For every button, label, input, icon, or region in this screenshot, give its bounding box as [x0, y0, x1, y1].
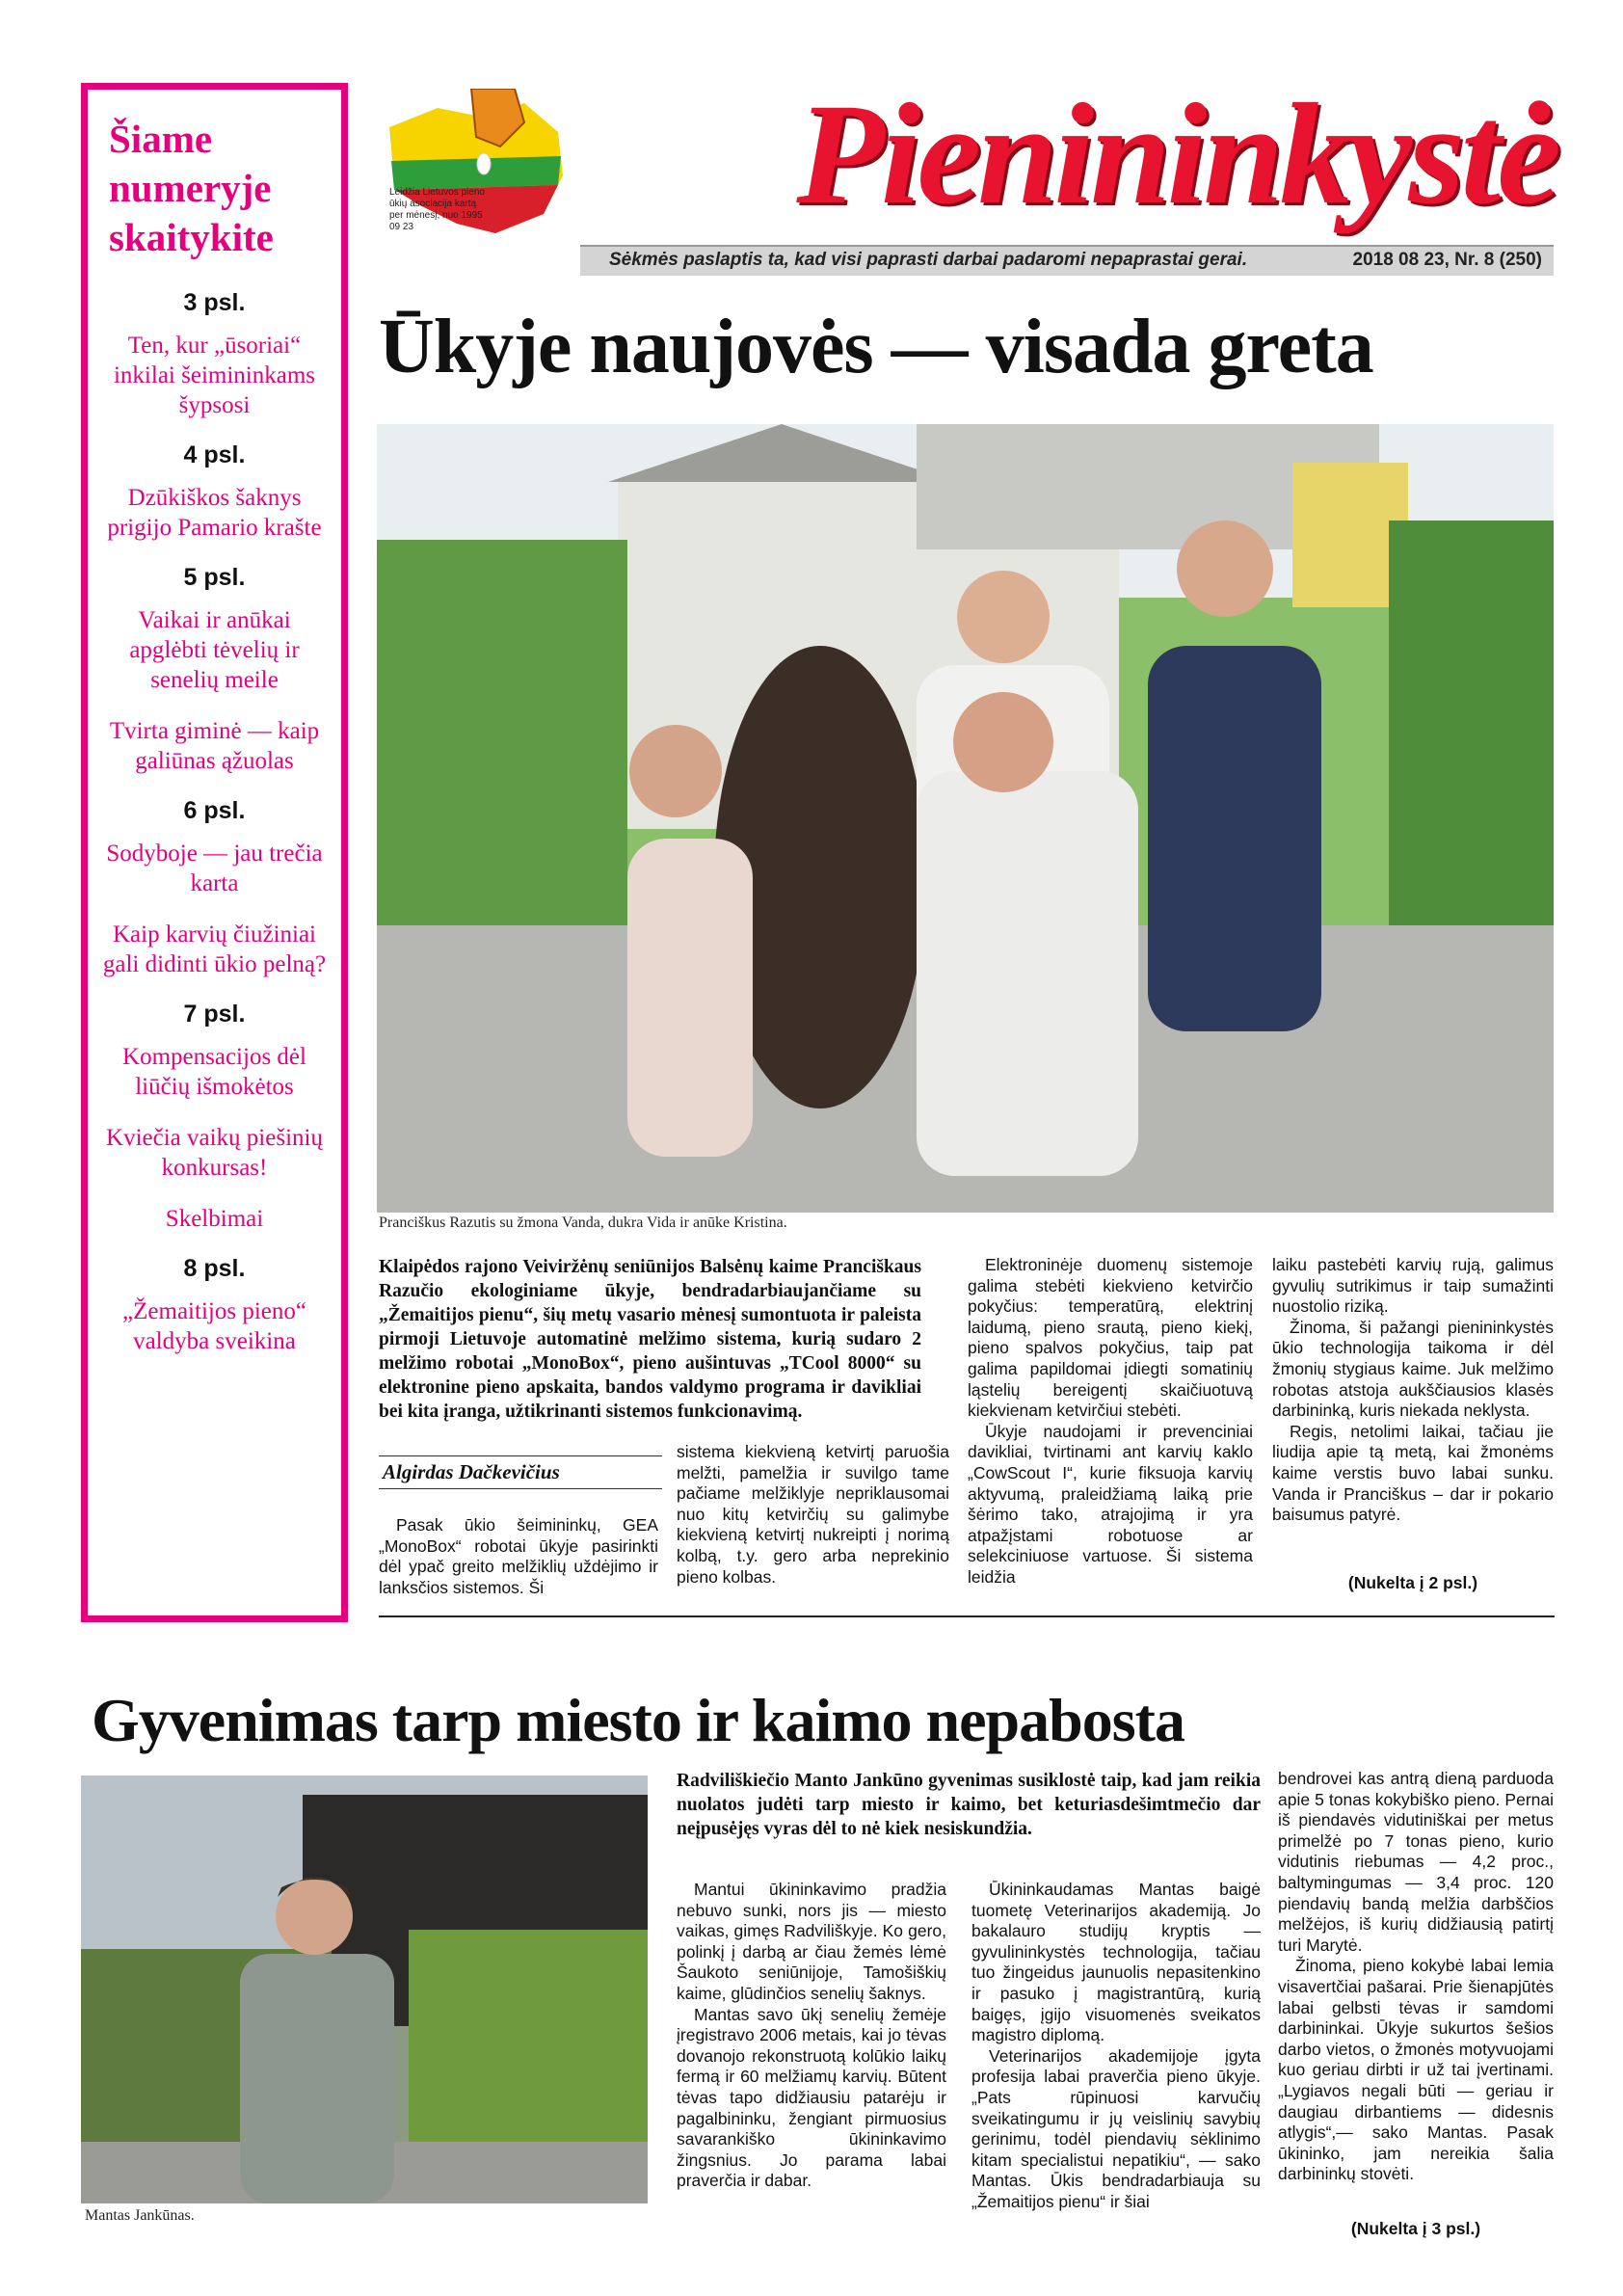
- section-divider: [379, 1615, 1555, 1617]
- article2-lead: Radviliškiečio Manto Jankūno gyvenimas susiklostė taip, kad jam reikia nuolatos judėti tarp miesto ir kaimo, bet keturiasdešimtmečio dar neįpusėjęs vyras dėl to nė kiek nesiskundžia.: [677, 1771, 1261, 1839]
- portrait-photo-image: [81, 1775, 648, 2203]
- article2-col3-para: bendrovei kas antrą dieną parduoda apie 5 tonas kokybiško pieno. Pernai iš piendavės vidutiniškai per metus primelžė po 7 tonas pieno, kurio vidutinis riebumas — 4,2 proc., baltymingumas — 3,4 proc. 120 piendavių bandą melžia darbščios melžėjos, iš kurių didžiausią patirtį turi Marytė.: [1278, 1769, 1554, 1955]
- article2-col2: [971, 1880, 1261, 2213]
- article2-headline[interactable]: Gyvenimas tarp miesto ir kaimo nepabosta: [92, 1686, 1184, 1754]
- article1-col1: [379, 1515, 658, 1598]
- sidebar-page-8: 8 psl.: [183, 1255, 246, 1282]
- article2-col3-para: Žinoma, pieno kokybė labai lemia visavertčiai pašarai. Prie šienapjūtės labai gelbsti tėvas ir samdomi darbininkai. Ūkyje sukurtos šešios darbo vietos, o žmonės motyvuojami kuo geriau dirbti ir už tai įvertinami. „Lygiavos negali būti — geriau ir daugiau dirbantiems — didesnis atlygis“,— sako Mantas. Pasak ūkininko, jam nereikia šalia darbininkų stovėti.: [1278, 1956, 1554, 2184]
- article1-col3-para: Ūkyje naudojami ir prevenciniai davikliai, tvirtinami ant karvių kaklo „CowScout I“, kurie fiksuoja karvių aktyvumą, praleidžiamą laiką prie šėrimo tako, atrajojimą ir yra atpažįstami robotuose ar selekciniuose vartuose. Ši sistema leidžia: [968, 1421, 1253, 1587]
- sidebar-page-4: 4 psl.: [183, 441, 246, 468]
- sidebar-page-5: 5 psl.: [183, 564, 246, 591]
- article2-col1-para: Mantui ūkininkavimo pradžia nebuvo sunki, nors jis — miesto vaikas, gimęs Radviliškyje. Ko gero, polinkį į darbą ar čiau žemės lėmė Šaukoto seniūnijoje, Tamošiškių kaime, glūdinčios senelių šaknys.: [677, 1880, 946, 2003]
- article1-caption: Pranciškus Razutis su žmona Vanda, dukra Vida ir anūke Kristina.: [379, 1215, 787, 1231]
- sidebar-page-6: 6 psl.: [183, 797, 246, 824]
- masthead: [372, 74, 1557, 276]
- article2-caption: Mantas Jankūnas.: [85, 2207, 195, 2224]
- article2-continued[interactable]: (Nukelta į 3 psl.): [1350, 2219, 1481, 2238]
- article1-lead: Klaipėdos rajono Veiviržėnų seniūnijos Balsėnų kaime Pranciškaus Razučio ekologiniame ūkyje, bendradarbiaujančiame su „Žemaitijos pienu“, šių metų vasario mėnesį sumontuota ir paleista pirmoji Lietuvoje automatinė melžimo sistema, kurią sudaro 2 melžimo robotai „MonoBox“, pieno aušintuvas „TCool 8000“ su elektronine pieno apskaita, bandos valdymo programa ir davikliai bei kita įranga, užtikrinanti sistemos funkcionavimą.: [379, 1257, 921, 1422]
- publisher-note: Leidžia Lietuvos pieno ūkių asociacija kartą per mėnesį, nuo 1995 09 23: [389, 187, 485, 232]
- article1-col4-para: laiku pastebėti karvių rują, galimus gyvulių sutrikimus ir taip sumažinti nuostolio riziką.: [1272, 1255, 1554, 1317]
- portrait-photo: [81, 1775, 648, 2203]
- sidebar-contents: [81, 83, 348, 1622]
- issue-date: 2018 08 23, Nr. 8 (250): [1352, 250, 1542, 270]
- article1-col2-para: sistema kiekvieną ketvirtį paruošia melžti, pamelžia ir suvilgo tame pačiame melžiklyje nepriklausomai nuo kitų ketvirčių su galimybe kiekvieną ketvirtį nukreipti į norimą kolbą, t.y. gero arba neprekinio pieno kolbas.: [677, 1442, 949, 1587]
- article1-col4-para: Regis, netolimi laikai, tačiau jie liudija apie tą metą, kai žmonėms kaime verstis buvo labai sunku. Vanda ir Pranciškus – dar ir pokario baisumus patyrė.: [1272, 1421, 1554, 1525]
- sidebar-item[interactable]: Dzūkiškos šaknys prigijo Pamario krašte: [107, 485, 322, 541]
- sidebar-item[interactable]: Tvirta giminė — kaip galiūnas ąžuolas: [109, 718, 320, 774]
- masthead-bar: [580, 245, 1554, 276]
- sidebar-item[interactable]: Skelbimai: [165, 1206, 264, 1232]
- sidebar-item[interactable]: Vaikai ir anūkai apglėbti tėvelių ir senelių meile: [129, 607, 300, 693]
- sidebar-item[interactable]: Kviečia vaikų piešinių konkursas!: [106, 1125, 323, 1181]
- sidebar-page-7: 7 psl.: [183, 1001, 246, 1028]
- article1-col2: [677, 1442, 949, 1588]
- family-photo-image: [377, 424, 1554, 1213]
- sidebar-page-3: 3 psl.: [183, 289, 246, 316]
- family-photo: [377, 424, 1554, 1213]
- motto: Sėkmės paslaptis ta, kad visi paprasti darbai padaromi nepaprastai gerai.: [609, 250, 1248, 270]
- article1-col1-para: Pasak ūkio šeimininkų, GEA „MonoBox“ robotai ūkyje pasirinkti dėl ypač greito melžiklių uždėjimo ir lanksčios sistemos. Ši: [379, 1515, 658, 1597]
- sidebar-item[interactable]: „Žemaitijos pieno“ valdyba sveikina: [122, 1298, 306, 1354]
- article1-continued[interactable]: (Nukelta į 2 psl.): [1347, 1573, 1478, 1592]
- article2-col3: [1278, 1769, 1554, 2185]
- article2-col2-para: Ūkininkaudamas Mantas baigė tuometę Veterinarijos akademiją. Jo bakalauro studijų kryptis — gyvulininkystės technologija, tačiau tuo žingeidus jaunuolis nepasitenkino ir pasuko į magistrantūrą, kurią baigęs, įgijo visuomenės sveikatos magistro diplomą.: [971, 1880, 1261, 2045]
- sidebar-title: Šiame numeryje skaitykite: [109, 117, 274, 259]
- article1-col3-para: Elektroninėje duomenų sistemoje galima stebėti kiekvieno ketvirčio pokyčius: temperatūrą, elektrinį laidumą, pieno srautą, pieno kiekį, pieno spalvos pokyčius, taip pat galima papildomai įdiegti somatinių ląstelių bereigentį skaičiuotuvą kiekvienam ketvirčiui stebėti.: [968, 1255, 1253, 1421]
- brand-logotype: Pienininkystė: [796, 74, 1557, 234]
- article1-col3: [968, 1255, 1253, 1589]
- article2-col2-para: Veterinarijos akademijoje įgyta profesija labai praverčia pieno ūkyje. „Pats rūpinuosi karvučių sveikatingumu ir jų veislinių savybių gerinimu, todėl piendavių sėklinimo kitam specialistui nepatikiu“, — sako Mantas. Ūkis bendradarbiauja su „Žemaitijos pienu“ ir šiai: [971, 2045, 1261, 2211]
- sidebar-item[interactable]: Sodyboje — jau trečia karta: [106, 841, 323, 896]
- article1-byline: Algirdas Dačkevičius: [379, 1455, 662, 1489]
- article1-col4-para: Žinoma, ši pažangi pienininkystės ūkio technologija taikoma ir dėl žmonių stygiaus kaime. Juk melžimo robotas atstoja aukščiausios klasės darbininką, kuris niekada neklysta.: [1272, 1317, 1554, 1421]
- article1-headline[interactable]: Ūkyje naujovės — visada greta: [379, 305, 1373, 389]
- article2-col1-para: Mantas savo ūkį senelių žemėje įregistravo 2006 metais, kai jo tėvas dovanojo rekonstruotą kolūkio laikų fermą ir 60 melžiamų karvių. Būtent tėvas tapo didžiausiu patarėju ir pagalbininku, žengiant pirmuosius savarankiško ūkininkavimo žingsnius. Jo parama labai praverčia ir dabar.: [677, 2004, 946, 2191]
- article2-col1: [677, 1880, 946, 2192]
- sidebar-item[interactable]: Kaip karvių čiužiniai gali didinti ūkio pelną?: [102, 921, 327, 977]
- sidebar-item[interactable]: Kompensacijos dėl liūčių išmokėtos: [122, 1044, 306, 1100]
- sidebar-item[interactable]: Ten, kur „ūsoriai“ inkilai šeimininkams šypsosi: [113, 333, 315, 418]
- article1-col4: [1272, 1255, 1554, 1526]
